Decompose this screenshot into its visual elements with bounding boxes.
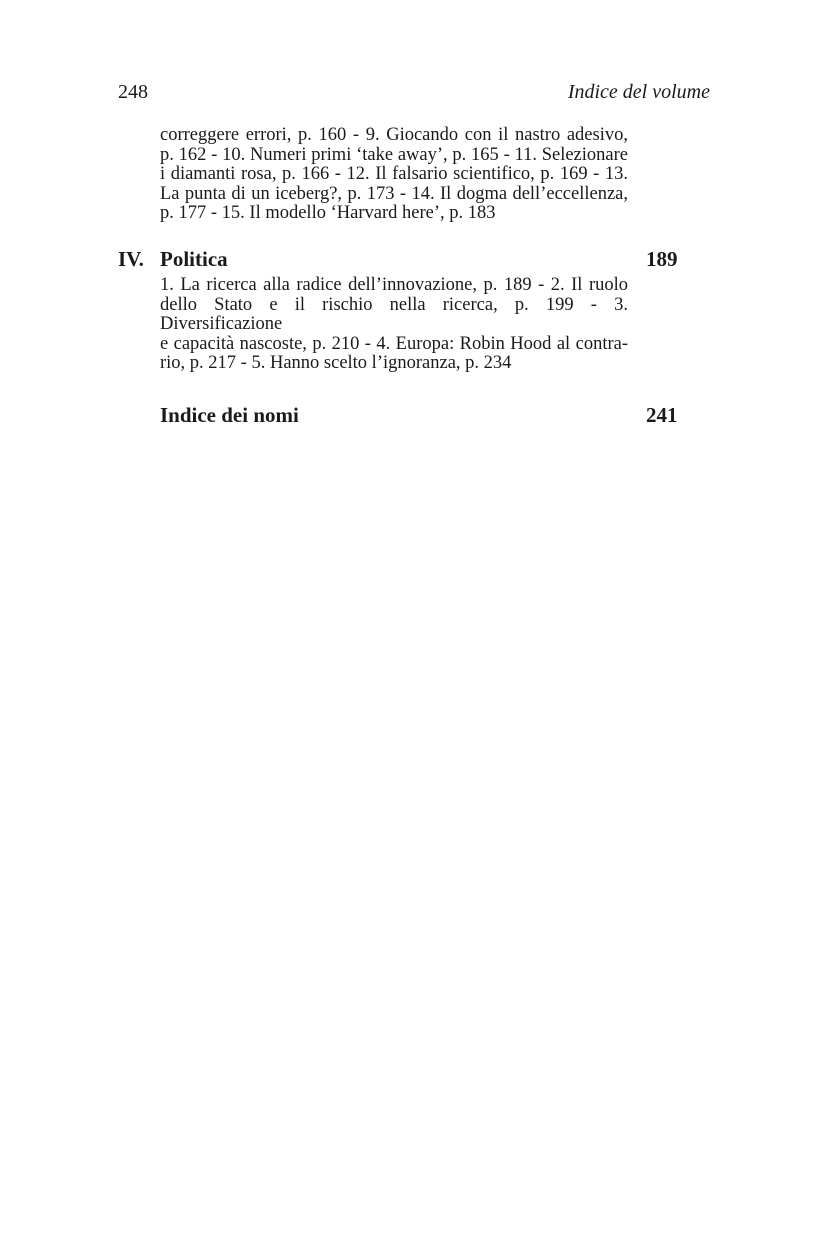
chapter-sections-text — [160, 276, 628, 374]
index-of-names-page: 241 — [646, 403, 678, 427]
toc-continuation-text — [160, 126, 628, 224]
chapter-page-number: 189 — [646, 247, 678, 271]
toc-line: e capacità nascoste, p. 210 - 4. Europa: Robin Hood al contra- — [160, 333, 628, 354]
page-number: 248 — [118, 81, 148, 103]
toc-line: La punta di un iceberg?, p. 173 - 14. Il dogma dell’eccellenza, — [160, 183, 628, 204]
toc-line: dello Stato e il rischio nella ricerca, p. 199 - 3. Diversificazione — [160, 294, 628, 335]
toc-line: 1. La ricerca alla radice dell’innovazione, p. 189 - 2. Il ruolo — [160, 275, 628, 295]
index-of-names-title: Indice dei nomi — [160, 403, 299, 427]
toc-line: correggere errori, p. 160 - 9. Giocando con il nastro adesivo, — [160, 125, 628, 145]
chapter-title: Politica — [160, 247, 228, 271]
toc-line: p. 162 - 10. Numeri primi ‘take away’, p. 165 - 11. Selezionare — [160, 144, 628, 165]
chapter-number: IV. — [118, 247, 144, 271]
toc-line: p. 177 - 15. Il modello ‘Harvard here’, p. 183 — [160, 203, 496, 224]
toc-line: i diamanti rosa, p. 166 - 12. Il falsario scientifico, p. 169 - 13. — [160, 164, 628, 185]
toc-line: rio, p. 217 - 5. Hanno scelto l’ignoranza, p. 234 — [160, 353, 512, 374]
running-title: Indice del volume — [567, 81, 710, 103]
